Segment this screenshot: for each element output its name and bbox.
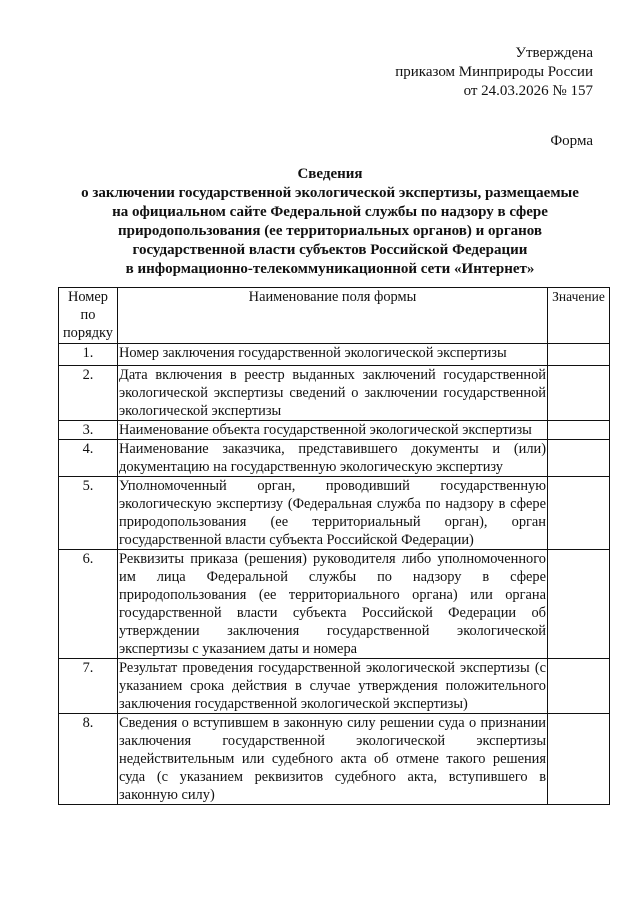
form-fields-table [58, 287, 610, 805]
title-line: Сведения [297, 166, 363, 182]
table-row [59, 366, 610, 421]
field-name: Уполномоченный орган, проводивший государственную экологическую экспертизу (Федеральная служба по надзору в сфере природопользования (ее территориальный орган), орган государственной власти субъекта Российской Федерации) [119, 478, 546, 548]
row-number: 8. [59, 714, 118, 805]
field-name: Наименование объекта государственной экологической экспертизы [118, 421, 548, 440]
row-number: 1. [59, 344, 118, 366]
field-value[interactable] [548, 659, 610, 714]
field-value[interactable] [548, 366, 610, 421]
field-value[interactable] [548, 550, 610, 659]
approval-line-date: от 24.03.2026 № 157 [463, 83, 593, 99]
row-number: 7. [59, 659, 118, 714]
form-label: Форма [550, 133, 593, 149]
table-row [59, 344, 610, 366]
field-name: Номер заключения государственной экологической экспертизы [118, 344, 548, 366]
column-header-number [59, 288, 118, 344]
column-header-field-name: Наименование поля формы [118, 288, 548, 344]
field-value[interactable] [548, 477, 610, 550]
row-number: 5. [59, 477, 118, 550]
field-name: Сведения о вступившем в законную силу решении суда о признании заключения государственной экологической экспертизы недействительным или судебного акта об отмене такого решения суда (с указанием реквизитов судебного акта, вступившего в законную силу) [119, 715, 546, 803]
approval-stamp [395, 44, 593, 101]
table-header-row [59, 288, 610, 344]
header-text: порядку [62, 325, 114, 341]
field-name: Реквизиты приказа (решения) руководителя либо уполномоченного им лица Федеральной службы по надзору в сфере природопользования (ее территориального органа) или органа государственной власти субъекта Российской Федерации об утверждении заключения государственной экологической экспертизы с указанием даты и номера [119, 551, 546, 657]
row-number: 2. [59, 366, 118, 421]
table-row [59, 714, 610, 805]
title-line: государственной власти субъектов Российской Федерации [132, 242, 528, 258]
row-number: 4. [59, 440, 118, 477]
field-name: Результат проведения государственной экологической экспертизы (с указанием срока действия в случае утверждения положительного заключения государственной экологической экспертизы) [119, 660, 546, 712]
header-text: Номер [67, 289, 108, 305]
title-line: в информационно-телекоммуникационной сети «Интернет» [125, 261, 535, 277]
field-value[interactable] [548, 421, 610, 440]
table-row [59, 440, 610, 477]
row-number: 3. [59, 421, 118, 440]
table-row [59, 550, 610, 659]
title-line: природопользования (ее территориальных органов) и органов [117, 223, 543, 239]
table-row [59, 421, 610, 440]
field-value[interactable] [548, 440, 610, 477]
header-text: по [80, 307, 96, 323]
field-value[interactable] [548, 714, 610, 805]
table-row [59, 659, 610, 714]
field-value[interactable] [548, 344, 610, 366]
table-row [59, 477, 610, 550]
title-line: на официальном сайте Федеральной службы по надзору в сфере [112, 204, 548, 220]
field-name: Дата включения в реестр выданных заключений государственной экологической экспертизы сведений о заключении государственной экологической экспертизы [119, 367, 546, 419]
approval-line-approved: Утверждена [515, 45, 593, 61]
row-number: 6. [59, 550, 118, 659]
title-line: о заключении государственной экологической экспертизы, размещаемые [81, 185, 579, 201]
document-title [60, 165, 600, 279]
approval-line-order: приказом Минприроды России [395, 64, 593, 80]
column-header-value: Значение [548, 288, 610, 344]
field-name: Наименование заказчика, представившего документы и (или) документацию на государственную экологическую экспертизу [119, 441, 546, 475]
